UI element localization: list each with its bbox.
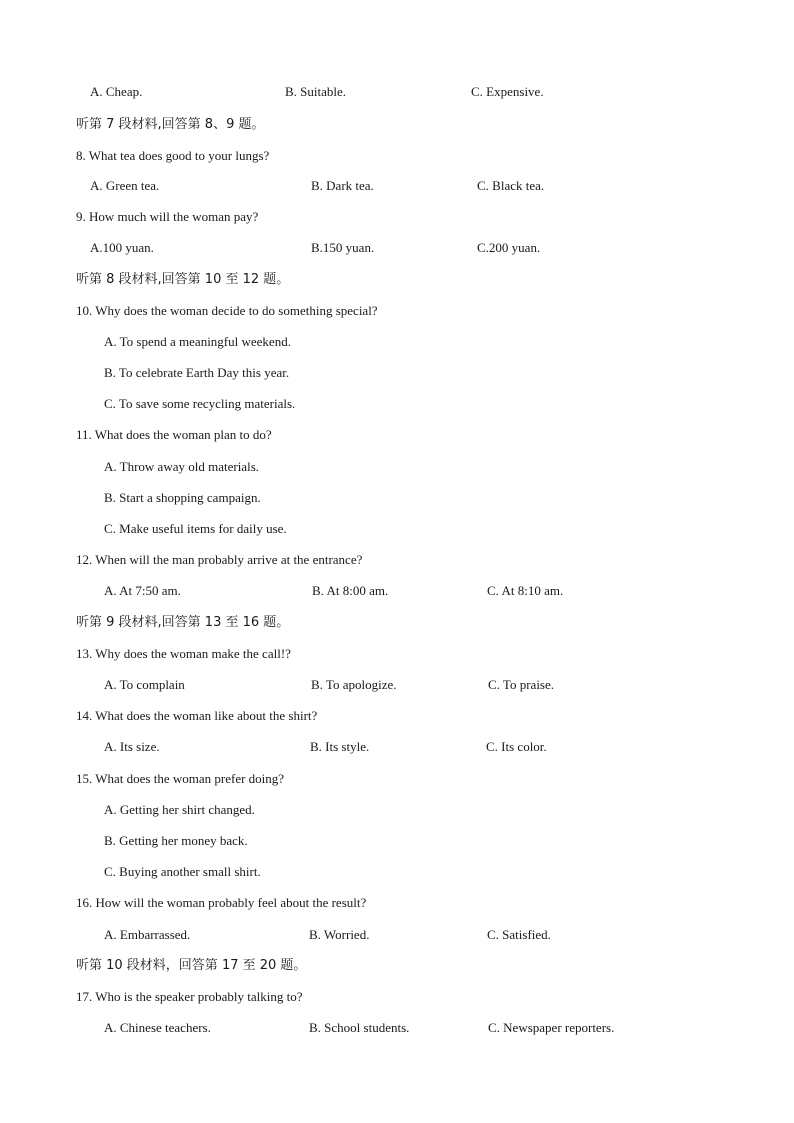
section-instruction: 听第 9 段材料,回答第 13 至 16 题。 xyxy=(76,615,290,630)
answer-option-c: C. At 8:10 am. xyxy=(487,583,564,598)
answer-option-a: A. To complain xyxy=(104,677,185,692)
answer-option: B. Getting her money back. xyxy=(104,833,248,848)
answer-option-a: A. Chinese teachers. xyxy=(104,1020,211,1035)
answer-option-a: A. Embarrassed. xyxy=(104,927,191,942)
question-text: 16. How will the woman probably feel about the result? xyxy=(76,895,367,910)
question-text: 17. Who is the speaker probably talking to? xyxy=(76,989,303,1004)
answer-option-c: C. To praise. xyxy=(488,677,555,692)
answer-option: B. Start a shopping campaign. xyxy=(104,490,261,505)
answer-option-c: C.200 yuan. xyxy=(477,240,541,255)
answer-option: B. To celebrate Earth Day this year. xyxy=(104,365,290,380)
answer-option-c: C. Newspaper reporters. xyxy=(488,1020,615,1035)
question-text: 8. What tea does good to your lungs? xyxy=(76,148,270,163)
answer-option-b: B. Worried. xyxy=(309,927,370,942)
answer-option-b: B. To apologize. xyxy=(311,677,397,692)
section-instruction: 听第 7 段材料,回答第 8、9 题。 xyxy=(76,117,265,132)
answer-option-c: C. Expensive. xyxy=(471,84,544,99)
answer-option-a: A. Its size. xyxy=(104,739,160,754)
answer-option-a: A.100 yuan. xyxy=(90,240,154,255)
section-instruction: 听第 8 段材料,回答第 10 至 12 题。 xyxy=(76,272,290,287)
answer-option: A. Throw away old materials. xyxy=(104,459,259,474)
question-text: 10. Why does the woman decide to do something special? xyxy=(76,303,378,318)
answer-option-a: A. Cheap. xyxy=(90,84,143,99)
answer-option-c: C. Its color. xyxy=(486,739,547,754)
answer-option-c: C. Black tea. xyxy=(477,178,545,193)
answer-option: A. To spend a meaningful weekend. xyxy=(104,334,291,349)
question-text: 12. When will the man probably arrive at the entrance? xyxy=(76,552,363,567)
question-text: 11. What does the woman plan to do? xyxy=(76,427,272,442)
answer-option-c: C. Satisfied. xyxy=(487,927,551,942)
section-instruction: 听第 10 段材料，回答第 17 至 20 题。 xyxy=(76,958,307,973)
question-text: 13. Why does the woman make the call!? xyxy=(76,646,291,661)
question-text: 14. What does the woman like about the shirt? xyxy=(76,708,318,723)
answer-option-b: B. Its style. xyxy=(310,739,370,754)
answer-option-a: A. At 7:50 am. xyxy=(104,583,181,598)
answer-option-b: B. School students. xyxy=(309,1020,410,1035)
question-text: 9. How much will the woman pay? xyxy=(76,209,259,224)
answer-option: C. Make useful items for daily use. xyxy=(104,521,287,536)
answer-option-b: B. At 8:00 am. xyxy=(312,583,389,598)
question-text: 15. What does the woman prefer doing? xyxy=(76,771,285,786)
answer-option: C. To save some recycling materials. xyxy=(104,396,296,411)
answer-option-b: B. Dark tea. xyxy=(311,178,374,193)
answer-option: A. Getting her shirt changed. xyxy=(104,802,255,817)
answer-option-b: B.150 yuan. xyxy=(311,240,375,255)
answer-option: C. Buying another small shirt. xyxy=(104,864,261,879)
answer-option-a: A. Green tea. xyxy=(90,178,160,193)
answer-option-b: B. Suitable. xyxy=(285,84,347,99)
